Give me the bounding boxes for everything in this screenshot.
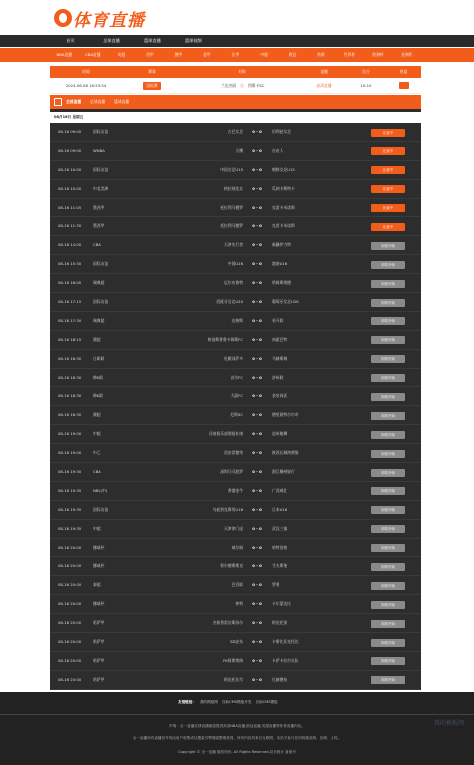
match-status-button[interactable]: 即将开始	[371, 487, 405, 495]
match-row[interactable]	[50, 387, 421, 406]
match-away-team: 葡萄牙女足U20	[272, 299, 299, 305]
match-home-team: 香港金牛	[227, 487, 243, 493]
match-score: 0 - 0	[252, 450, 262, 456]
match-score: 0 - 0	[252, 657, 262, 663]
match-score: 0 - 0	[252, 601, 262, 607]
match-home-team: SD安东	[230, 639, 243, 645]
match-away-team: 金泉尚武	[272, 393, 288, 399]
match-status-button[interactable]: 比赛中	[371, 185, 405, 193]
match-home-team: 西安崇德荣	[224, 450, 243, 456]
match-away-team: 济州联	[272, 374, 284, 380]
featured-header	[50, 66, 421, 78]
match-row[interactable]	[50, 425, 421, 444]
featured-header-live: 直播	[320, 69, 328, 74]
match-score: 0 - 0	[252, 166, 262, 172]
match-away-team: 日本U16	[272, 506, 288, 512]
match-time: 08-16 20:00	[58, 601, 82, 607]
match-row[interactable]	[50, 199, 421, 218]
match-away-team: 新疆伊力特	[272, 242, 291, 248]
panel-tabs	[50, 95, 421, 109]
match-score: 0 - 0	[252, 676, 262, 682]
tab-football[interactable]: 足球直播	[90, 99, 106, 104]
match-away-team: 陕西长城鸿鹄堡	[272, 450, 299, 456]
match-time: 08-16 20:00	[58, 563, 82, 569]
match-score: 0 - 0	[252, 242, 262, 248]
match-score: 0 - 0	[252, 299, 262, 305]
match-time: 08-16 11:30	[58, 223, 82, 229]
match-time: 08-16 14:00	[58, 242, 82, 248]
match-league: 墨西甲	[93, 204, 105, 210]
match-home-team: 天鹰	[235, 147, 243, 153]
match-home-team: 格洛斯普鲁卡姆斯FC	[207, 336, 243, 342]
match-time: 08-16 20:00	[58, 582, 82, 588]
sub-nav-item[interactable]: 意甲	[203, 52, 211, 57]
match-status-button[interactable]: 即将开始	[371, 506, 405, 514]
footer	[0, 692, 474, 765]
match-time: 08-16 18:15	[58, 336, 82, 342]
match-home-team: 天津先行者	[224, 242, 243, 248]
hot-icon	[399, 82, 409, 89]
match-row[interactable]	[50, 161, 421, 180]
friend-links	[178, 700, 278, 705]
match-away-team: 南霍巴特	[272, 336, 288, 342]
match-league: 国际友谊	[93, 299, 109, 305]
match-home-team: 大邱FC	[230, 393, 243, 399]
match-away-team: 哈姆斯塔德	[272, 280, 291, 286]
sub-nav-item[interactable]: 欧联	[317, 52, 325, 57]
match-league: 哈萨甲	[93, 620, 105, 626]
match-away-team: 克雷卡米诺斯	[272, 204, 295, 210]
match-status-button[interactable]: 即将开始	[371, 355, 405, 363]
match-league: 中乙	[93, 450, 101, 456]
match-score: 0 - 0	[252, 261, 262, 267]
match-away-team: 罗勇	[272, 582, 280, 588]
match-away-team: 扎赫德布	[272, 676, 288, 682]
match-league: 澳超	[93, 412, 101, 418]
match-row[interactable]	[50, 671, 421, 690]
match-time: 08-16 18:30	[58, 393, 82, 399]
featured-away: 图斯卡SC	[248, 82, 265, 88]
match-home-team: 西班牙女足U20	[216, 299, 243, 305]
match-row[interactable]	[50, 463, 421, 482]
footer-copyright: Copyright © 全一直播 版权所有. All Rights Reserved.站长统计 备案号	[178, 750, 296, 754]
match-time: 08-16 17:30	[58, 317, 82, 323]
match-score: 0 - 0	[252, 563, 262, 569]
match-league: 韩K联	[93, 393, 104, 399]
match-away-team: 浙江稠州银行	[272, 469, 295, 475]
match-home-team: 达格斯	[231, 317, 243, 323]
match-home-team: FK阿斯塔纳	[223, 657, 243, 663]
match-home-team: 中国女足U15	[220, 166, 243, 172]
match-score: 0 - 0	[252, 204, 262, 210]
match-score: 0 - 0	[252, 431, 262, 437]
match-row[interactable]	[50, 236, 421, 255]
match-time: 08-16 20:00	[58, 544, 82, 550]
match-time: 08-16 11:05	[58, 204, 82, 210]
match-score: 0 - 0	[252, 620, 262, 626]
match-league: 国际友谊	[93, 261, 109, 267]
sub-nav-item[interactable]: 世界杯	[343, 52, 356, 57]
match-row[interactable]	[50, 255, 421, 274]
match-score: 0 - 0	[252, 355, 262, 361]
footer-disclaimer-1: 声明：全一直播足球直播频道提供高清NBA直播,欧冠直播,英超直播等体育直播内容。	[169, 724, 305, 728]
match-row[interactable]	[50, 444, 421, 463]
match-home-team: 格拉纳达女	[224, 185, 243, 191]
match-row[interactable]	[50, 482, 421, 501]
match-home-team: 札幌冈萨多	[224, 355, 243, 361]
match-status-button[interactable]: 即将开始	[371, 242, 405, 250]
match-time: 08-16 18:30	[58, 355, 82, 361]
match-row[interactable]	[50, 614, 421, 633]
match-status-button[interactable]: 比赛中	[371, 129, 405, 137]
match-score: 0 - 0	[252, 317, 262, 323]
main-nav-item[interactable]: 篮球视频	[185, 38, 202, 43]
match-row[interactable]	[50, 520, 421, 539]
match-away-team: 自由人	[272, 147, 284, 153]
match-row[interactable]	[50, 539, 421, 558]
match-time: 08-16 17:15	[58, 299, 82, 305]
match-home-team: 河南俱乐部酒祖杜康	[208, 431, 243, 437]
match-time: 08-16 10:00	[58, 185, 82, 191]
match-status-button[interactable]: 即将开始	[371, 657, 405, 665]
match-row[interactable]	[50, 406, 421, 425]
match-status-button[interactable]: 即将开始	[371, 620, 405, 628]
match-home-team: 巴吞联	[231, 582, 243, 588]
main-nav-item[interactable]: 足球直播	[103, 38, 120, 43]
match-row[interactable]	[50, 293, 421, 312]
match-row[interactable]	[50, 595, 421, 614]
match-score: 0 - 0	[252, 223, 262, 229]
match-row[interactable]	[50, 576, 421, 595]
match-league: 挪威杯	[93, 563, 105, 569]
match-away-team: 越南U16	[272, 261, 288, 267]
sub-nav-item[interactable]: 中超	[260, 52, 268, 57]
sub-nav-item[interactable]: 英超	[117, 52, 126, 57]
match-status-button[interactable]: 即将开始	[371, 431, 405, 439]
match-league: NBL(中)	[93, 487, 108, 493]
sub-nav-item[interactable]: 亚洲杯	[400, 52, 413, 57]
match-row[interactable]	[50, 557, 421, 576]
match-status-button[interactable]: 即将开始	[371, 261, 405, 269]
match-league: 瑞典超	[93, 280, 105, 286]
match-home-team: 深圳马可波罗	[220, 469, 243, 475]
main-nav-item[interactable]: 首页	[66, 38, 75, 43]
match-status-button[interactable]: 即将开始	[371, 582, 405, 590]
match-time: 08-16 19:00	[58, 431, 82, 437]
match-score: 0 - 0	[252, 129, 262, 134]
featured-home: 兰达杰丽	[220, 82, 236, 88]
featured-header-score: 比分	[362, 69, 370, 74]
match-time: 08-16 09:00	[58, 129, 82, 134]
match-status-button[interactable]: 即将开始	[371, 393, 405, 401]
featured-vs: 让	[240, 82, 244, 88]
match-away-team: 德里班特尔尔市	[272, 412, 299, 418]
featured-header-time: 时间	[82, 69, 90, 74]
match-home-team: 天津津门虎	[224, 525, 243, 531]
match-home-team: 托拉利马德罗	[220, 204, 243, 210]
featured-league-badge: 国际赛	[143, 82, 160, 90]
featured-time: 2024-06-08 16:53:54	[65, 83, 107, 88]
sub-nav	[0, 48, 474, 62]
watermark: 我的模板网	[433, 720, 464, 727]
match-time: 08-16 16:00	[58, 280, 82, 286]
match-time: 08-16 19:00	[58, 450, 82, 456]
match-league: CBA	[93, 469, 101, 475]
match-score: 0 - 0	[252, 487, 262, 493]
match-row[interactable]	[50, 369, 421, 388]
match-status-button[interactable]: 即将开始	[371, 374, 405, 382]
sub-nav-item[interactable]: CBA直播	[85, 52, 101, 57]
match-score: 0 - 0	[252, 412, 262, 418]
match-time: 08-16 18:30	[58, 374, 82, 380]
match-status-button[interactable]: 即将开始	[371, 450, 405, 458]
match-away-team: 艾夫斯堡	[272, 563, 288, 569]
match-row[interactable]	[50, 180, 421, 199]
match-time: 08-16 19:35	[58, 487, 82, 493]
match-home-team: 弗特	[235, 601, 243, 607]
match-time: 08-16 19:35	[58, 506, 82, 512]
match-home-team: 托拉利马德罗	[220, 223, 243, 229]
match-score: 0 - 0	[252, 544, 262, 550]
match-status-button[interactable]: 比赛中	[371, 147, 405, 155]
match-time: 08-16 09:00	[58, 147, 82, 153]
match-row[interactable]	[50, 217, 421, 236]
friend-link[interactable]: 我的模板网	[199, 700, 218, 704]
match-home-team: 古巴女足	[227, 129, 243, 134]
match-league: 哈萨甲	[93, 657, 105, 663]
match-score: 0 - 0	[252, 185, 262, 191]
match-row[interactable]	[50, 142, 421, 161]
match-row[interactable]	[50, 350, 421, 369]
footer-divider	[0, 714, 474, 715]
match-status-button[interactable]: 即将开始	[371, 336, 405, 344]
match-time: 08-16 20:00	[58, 657, 82, 663]
match-score: 0 - 0	[252, 393, 262, 399]
match-list	[50, 123, 421, 690]
match-score: 0 - 0	[252, 147, 262, 153]
match-away-team: 克雷卡米诺斯	[272, 223, 295, 229]
match-time: 08-16 18:30	[58, 412, 82, 418]
match-away-team: 朝鲜女足U15	[272, 166, 295, 172]
match-status-button[interactable]: 即将开始	[371, 601, 405, 609]
match-league: 哈萨甲	[93, 639, 105, 645]
match-score: 0 - 0	[252, 336, 262, 342]
match-row[interactable]	[50, 274, 421, 293]
match-league: 瑞典超	[93, 317, 105, 323]
featured-header-match: 对阵	[238, 69, 246, 74]
match-league: 中北美洲	[93, 185, 109, 191]
match-time: 08-16 20:00	[58, 639, 82, 645]
match-status-button[interactable]: 即将开始	[371, 412, 405, 420]
match-away-team: 卡萨卡拉尔贝队	[272, 657, 299, 663]
match-home-team: 阿克托比尔	[224, 676, 243, 682]
match-league: 澳超	[93, 336, 101, 342]
main-nav	[0, 35, 474, 47]
sub-nav-item[interactable]: 西甲	[146, 52, 154, 57]
match-status-button[interactable]: 即将开始	[371, 676, 405, 684]
match-score: 0 - 0	[252, 280, 262, 286]
match-away-team: 卡尔蒙达比	[272, 601, 291, 607]
match-score: 0 - 0	[252, 374, 262, 380]
match-score: 0 - 0	[252, 506, 262, 512]
match-home-team: 威尔姆	[231, 544, 243, 550]
match-row[interactable]	[50, 633, 421, 652]
match-away-team: 哈特伯格	[272, 544, 288, 550]
match-row[interactable]	[50, 652, 421, 671]
match-league: 中超	[93, 431, 101, 437]
match-league: 国际友谊	[93, 129, 109, 134]
match-home-team: 乌兹别克斯坦U16	[212, 506, 243, 512]
match-time: 08-16 19:30	[58, 469, 82, 475]
match-league: 哈萨甲	[93, 676, 105, 682]
match-home-team: 中国U16	[227, 261, 243, 267]
match-status-button[interactable]: 即将开始	[371, 639, 405, 647]
sub-nav-item[interactable]: 欧洲杯	[372, 52, 384, 57]
match-away-team: 伯利兹女足	[272, 129, 291, 134]
match-status-button[interactable]: 即将开始	[371, 563, 405, 571]
match-status-button[interactable]: 比赛中	[371, 204, 405, 212]
match-home-team: 厄尔布鲁特	[224, 280, 243, 286]
match-league: 中超	[93, 525, 101, 531]
match-home-team: 杰基普雷法斯洛尔	[212, 620, 243, 626]
match-league: 墨西甲	[93, 223, 105, 229]
featured-live-link[interactable]: 高清直播	[316, 82, 332, 88]
match-away-team: 广西威壮	[272, 487, 288, 493]
match-league: 挪威杯	[93, 544, 105, 550]
match-status-button[interactable]: 即将开始	[371, 280, 405, 288]
featured-score: 10:10	[360, 83, 372, 88]
sub-nav-item[interactable]: 欧冠	[288, 52, 297, 57]
match-status-button[interactable]: 即将开始	[371, 525, 405, 533]
match-home-team: 尼斯SC	[230, 412, 243, 418]
match-home-team: 首尔FC	[230, 374, 243, 380]
logo-mark-icon	[54, 9, 72, 27]
featured-header-league: 赛事	[148, 69, 156, 74]
match-league: WNBA	[93, 147, 105, 153]
match-time: 08-16 15:30	[58, 261, 82, 267]
match-league: 国际友谊	[93, 506, 109, 512]
date-header: 08月16日 星期五	[50, 112, 421, 123]
match-league: 日职联	[93, 355, 105, 361]
sub-nav-item[interactable]: 法甲	[231, 52, 240, 57]
friend-link[interactable]: 自助CMS模板开发	[221, 700, 252, 704]
main-nav-item[interactable]: 篮球直播	[144, 38, 161, 43]
featured-row[interactable]	[50, 78, 421, 94]
sub-nav-item[interactable]: 德甲	[174, 52, 183, 57]
featured-header-heat: 热度	[399, 69, 408, 74]
site-logo[interactable]	[54, 6, 145, 30]
match-status-button[interactable]: 即将开始	[371, 317, 405, 325]
friend-links-title: 友情链接：	[178, 700, 196, 704]
match-time: 08-16 20:00	[58, 620, 82, 626]
match-league: 韩K联	[93, 374, 104, 380]
match-time: 08-16 19:35	[58, 525, 82, 531]
match-league: 国际友谊	[93, 166, 109, 172]
match-row[interactable]	[50, 312, 421, 331]
sub-nav-item[interactable]: NBA直播	[56, 52, 73, 57]
match-score: 0 - 0	[252, 582, 262, 588]
match-away-team: 沧州雄狮	[272, 431, 288, 437]
tab-all[interactable]: 全部直播	[66, 99, 82, 104]
match-league: CBA	[93, 242, 101, 248]
match-home-team: 积尔德斯维克	[220, 563, 243, 569]
match-league: 泰超	[93, 582, 101, 588]
tab-basketball[interactable]: 篮球直播	[114, 99, 130, 104]
match-row[interactable]	[50, 501, 421, 520]
match-status-button[interactable]: 即将开始	[371, 544, 405, 552]
match-away-team: 卡斯比亚克托比	[272, 639, 299, 645]
match-status-button[interactable]: 比赛中	[371, 223, 405, 231]
tv-icon	[54, 98, 62, 106]
match-away-team: 阿克托别	[272, 620, 288, 626]
logo-text: 体育直播	[73, 10, 145, 31]
footer-disclaimer-2: 全一直播所有直播信号均由用户收集或从搜索引擎搜索整理获得，所有内容均来自互联网，本站不参与任何视频录制、存储、上传。	[132, 736, 342, 740]
match-score: 0 - 0	[252, 525, 262, 531]
match-time: 08-16 10:00	[58, 166, 82, 172]
match-row[interactable]	[50, 123, 421, 142]
friend-link[interactable]: 自助CMS模板	[255, 700, 278, 704]
match-status-button[interactable]: 即将开始	[371, 299, 405, 307]
match-away-team: 若开联	[272, 317, 284, 323]
match-time: 08-16 20:00	[58, 676, 82, 682]
match-panel	[50, 95, 421, 690]
match-score: 0 - 0	[252, 639, 262, 645]
match-away-team: 武汉三镇	[272, 525, 288, 531]
match-league: 挪威杯	[93, 601, 105, 607]
match-away-team: 马赫斯城	[272, 355, 288, 361]
match-status-button[interactable]: 比赛中	[371, 166, 405, 174]
match-away-team: 瓜纳卡斯特卡	[272, 185, 295, 191]
match-score: 0 - 0	[252, 469, 262, 475]
match-row[interactable]	[50, 331, 421, 350]
match-status-button[interactable]: 即将开始	[371, 469, 405, 477]
